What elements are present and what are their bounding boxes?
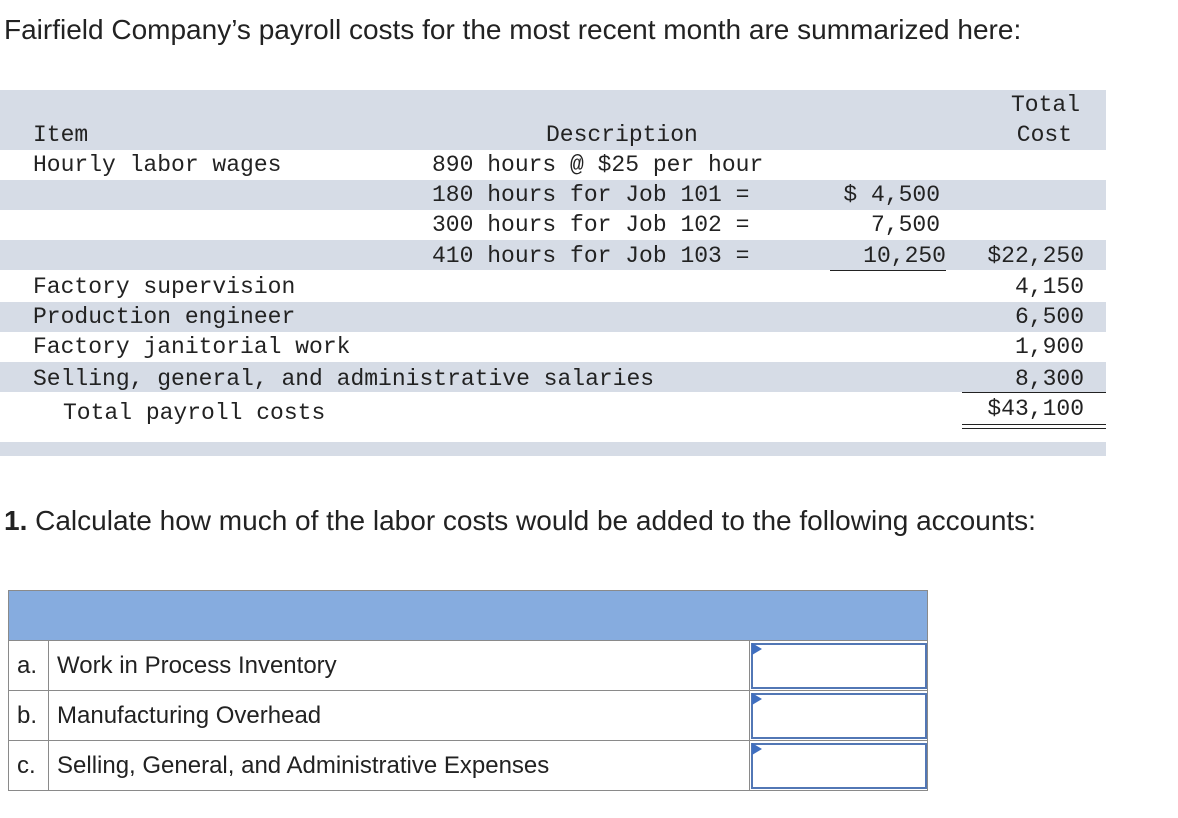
hourly-total: $22,250 [987, 243, 1084, 269]
job-amount: $ 4,500 [843, 182, 940, 208]
answer-row [9, 641, 927, 691]
sga-expenses-input[interactable] [751, 743, 927, 789]
header-description: Description [546, 122, 698, 148]
header-total-line1: Total [1010, 92, 1080, 118]
answer-letter: c. [9, 741, 49, 791]
row-item: Selling, general, and administrative salaries [33, 366, 655, 392]
header-total-line2: Cost [1016, 122, 1072, 148]
footer-band [0, 442, 1106, 456]
row-total: 6,500 [1014, 304, 1084, 330]
subtotal-underline [962, 392, 1106, 393]
grand-total-value: $43,100 [987, 396, 1084, 422]
intro-text: Fairfield Company’s payroll costs for the most recent month are summarized here: [4, 14, 1022, 45]
question-text [4, 505, 1036, 537]
row-item: Production engineer [33, 304, 296, 330]
job-subtotal-underline [830, 270, 946, 271]
double-underline-top [962, 424, 1106, 425]
answer-letter: b. [9, 691, 49, 740]
row-total: 8,300 [1014, 366, 1084, 392]
row-total: 4,150 [1014, 274, 1084, 300]
manufacturing-overhead-input[interactable] [751, 693, 927, 739]
grand-total-label: Total payroll costs [63, 400, 326, 426]
row-item: Factory supervision [33, 274, 296, 300]
answer-table [8, 590, 928, 791]
cell-divider [749, 741, 750, 791]
job-amount: 7,500 [870, 212, 940, 238]
cell-divider [749, 691, 750, 740]
question-body: Calculate how much of the labor costs would be added to the following accounts: [27, 505, 1036, 536]
work-in-process-input[interactable] [751, 643, 927, 689]
payroll-table [0, 90, 1106, 458]
input-marker-icon [752, 643, 762, 655]
input-marker-icon [752, 743, 762, 755]
job-line: 180 hours for Job 101 = [432, 182, 750, 208]
answer-row [9, 741, 927, 791]
row-total: 1,900 [1014, 334, 1084, 360]
header-item: Item [33, 122, 89, 148]
answer-row [9, 691, 927, 741]
answer-table-header [9, 591, 927, 641]
cell-divider [749, 641, 750, 690]
answer-label: Work in Process Inventory [57, 652, 337, 679]
row-item: Factory janitorial work [33, 334, 351, 360]
hourly-item: Hourly labor wages [33, 152, 282, 178]
input-marker-icon [752, 693, 762, 705]
job-amount: 10,250 [863, 243, 946, 269]
hourly-description: 890 hours @ $25 per hour [432, 152, 764, 178]
answer-letter: a. [9, 641, 49, 690]
question-number: 1. [4, 505, 28, 536]
answer-label: Manufacturing Overhead [57, 702, 322, 729]
double-underline-bottom [962, 428, 1106, 429]
job-line: 410 hours for Job 103 = [432, 243, 750, 269]
answer-label: Selling, General, and Administrative Expenses [57, 752, 550, 779]
job-line: 300 hours for Job 102 = [432, 212, 750, 238]
